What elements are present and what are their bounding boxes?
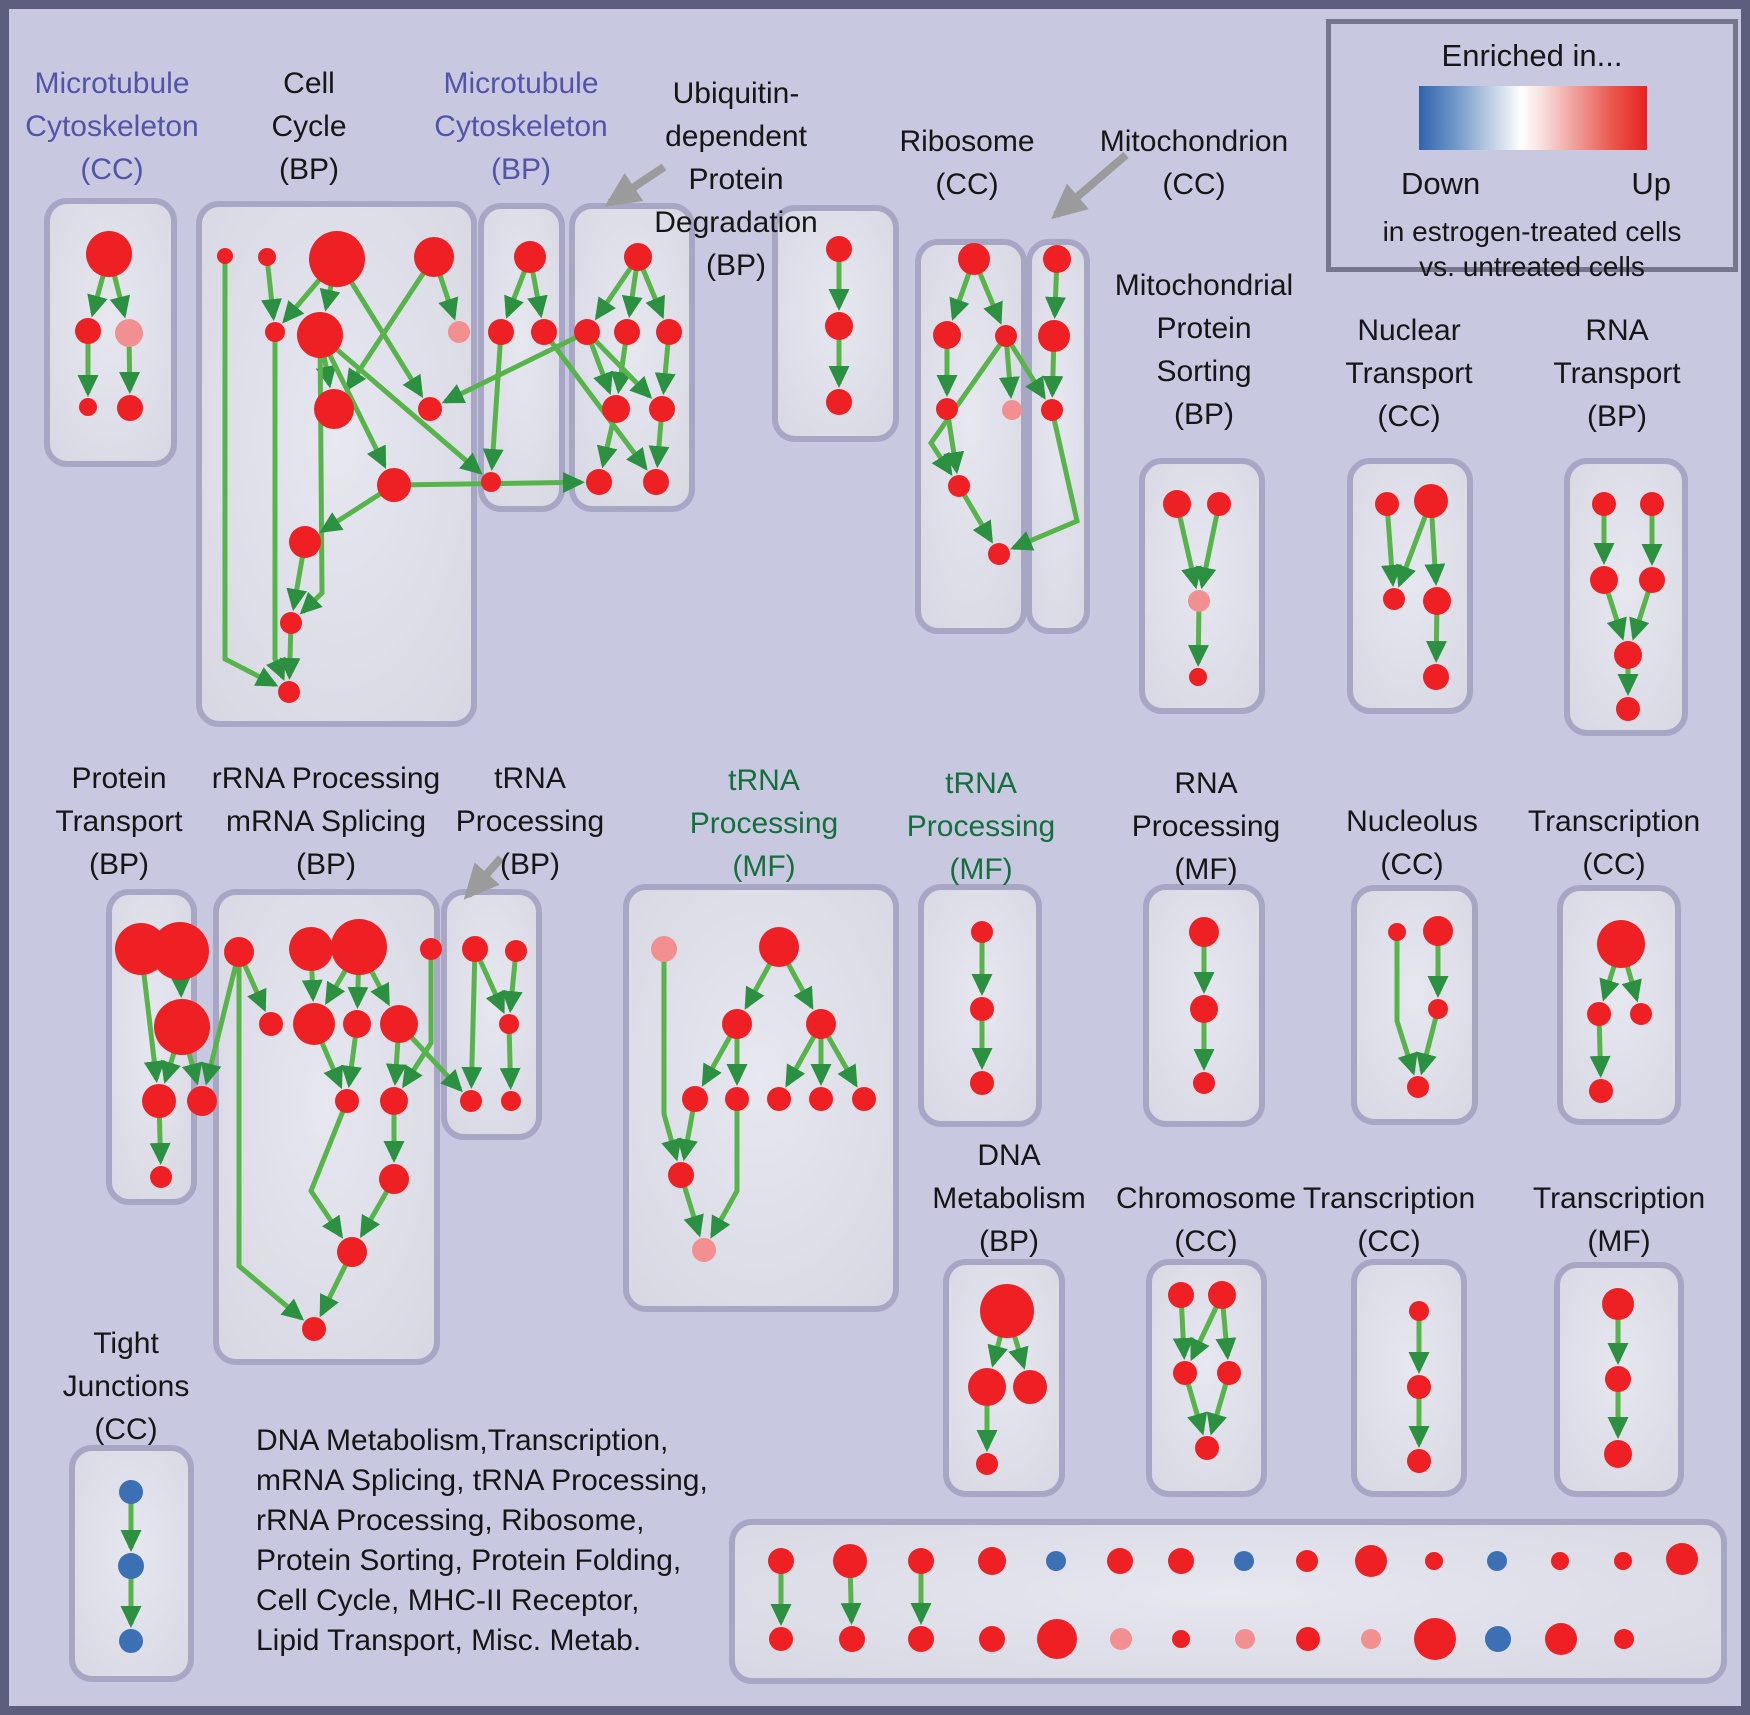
go-term-node-misc-strip (1361, 1629, 1381, 1649)
label-line: (BP) (1174, 398, 1234, 431)
go-term-node-ribosome-cc (988, 543, 1010, 565)
note-line: Protein Sorting, Protein Folding, (256, 1544, 682, 1577)
go-term-node-misc-strip (1666, 1543, 1698, 1575)
go-term-node-misc-strip (1614, 1629, 1634, 1649)
label-line: (CC) (1174, 1225, 1238, 1258)
go-term-node-misc-strip (1172, 1630, 1190, 1648)
label-line: (BP) (706, 249, 766, 282)
go-term-node-trna-processing-bp (462, 936, 488, 962)
go-term-node-cell-cycle-bp (265, 322, 285, 342)
go-term-node-cell-cycle-bp (297, 312, 343, 358)
go-term-node-nuclear-transport-cc (1414, 484, 1448, 518)
go-term-node-cell-cycle-bp (314, 389, 354, 429)
go-term-node-cell-cycle-bp (309, 231, 365, 287)
go-term-node-rrna-processing-mrna-splicing-bp (380, 1005, 418, 1043)
go-term-node-microtubule-cytoskeleton-bp (531, 319, 557, 345)
go-term-node-ubiquitin-network (649, 396, 675, 422)
go-term-node-microtubule-cytoskeleton-cc (75, 318, 101, 344)
go-term-node-nuclear-transport-cc (1423, 587, 1451, 615)
go-term-node-misc-strip (978, 1547, 1006, 1575)
go-term-node-cell-cycle-bp (414, 237, 454, 277)
go-term-node-trna-processing-mf-small (970, 1071, 994, 1095)
go-term-node-microtubule-cytoskeleton-bp (481, 472, 501, 492)
go-term-node-protein-transport-bp (187, 1086, 217, 1116)
label-line: Processing (689, 807, 839, 840)
go-term-node-rrna-processing-mrna-splicing-bp (337, 1237, 367, 1267)
go-term-node-microtubule-cytoskeleton-cc (86, 231, 132, 277)
go-term-node-ubiquitin-network (656, 319, 682, 345)
note-line: Lipid Transport, Misc. Metab. (256, 1624, 642, 1657)
label-line: rRNA Processing (211, 762, 441, 795)
note-line: DNA Metabolism,Transcription, (256, 1424, 669, 1457)
label-line: Cytoskeleton (434, 110, 608, 143)
label-line: Junctions (62, 1370, 190, 1403)
go-term-node-dna-metabolism-bp (980, 1284, 1034, 1338)
label-line: dependent (665, 120, 807, 153)
label-line: Mitochondrial (1114, 269, 1294, 302)
go-term-node-cell-cycle-bp (217, 248, 233, 264)
go-term-node-ribosome-cc (995, 325, 1017, 347)
go-term-node-transcription-cc-upper (1589, 1079, 1613, 1103)
label-line: Processing (455, 805, 605, 838)
go-term-node-misc-strip (1110, 1628, 1132, 1650)
go-term-node-ribosome-cc (1002, 400, 1022, 420)
label-pointer-arrow (610, 167, 664, 203)
label-line: Protein (71, 762, 167, 795)
go-term-node-trna-processing-bp (505, 940, 527, 962)
go-term-node-rrna-processing-mrna-splicing-bp (331, 919, 387, 975)
go-term-node-misc-strip (1107, 1548, 1133, 1574)
go-term-node-trna-processing-mf-large (722, 1009, 752, 1039)
go-term-node-rna-processing-mf (1193, 1072, 1215, 1094)
legend-down-label: Down (1401, 166, 1481, 201)
label-line: (CC) (1162, 168, 1226, 201)
go-term-node-nucleolus-cc (1423, 916, 1453, 946)
go-term-node-rna-processing-mf (1190, 995, 1218, 1023)
label-line: Chromosome (1115, 1182, 1297, 1215)
go-term-node-microtubule-cytoskeleton-bp (488, 319, 514, 345)
label-line: Transcription (1527, 805, 1701, 838)
go-term-node-rna-transport-bp (1590, 566, 1618, 594)
label-line: (MF) (732, 850, 796, 883)
go-term-node-misc-strip (1551, 1552, 1569, 1570)
go-term-node-rrna-processing-mrna-splicing-bp (293, 1003, 335, 1045)
go-term-node-misc-strip (979, 1626, 1005, 1652)
misc-categories-note (256, 1421, 708, 1661)
go-term-node-cell-cycle-bp (278, 681, 300, 703)
label-line: tRNA (945, 767, 1017, 800)
label-line: Processing (906, 810, 1056, 843)
go-term-node-cell-cycle-bp (289, 526, 321, 558)
go-term-node-rrna-processing-mrna-splicing-bp (289, 927, 333, 971)
go-term-node-rna-processing-mf (1189, 917, 1219, 947)
go-term-node-misc-strip (1037, 1619, 1077, 1659)
go-term-node-tight-junctions-cc (119, 1480, 143, 1504)
go-term-node-misc-strip (1168, 1548, 1194, 1574)
label-line: (BP) (500, 848, 560, 881)
go-term-node-ribosome-cc (958, 243, 990, 275)
label-line: Nucleolus (1346, 805, 1478, 838)
label-line: mRNA Splicing (225, 805, 427, 838)
go-term-node-ribosome-cc (948, 475, 970, 497)
go-term-node-rrna-processing-mrna-splicing-bp (302, 1317, 326, 1341)
go-term-node-microtubule-cytoskeleton-cc (79, 398, 97, 416)
go-term-node-transcription-cc-lower (1407, 1375, 1431, 1399)
go-term-node-cell-cycle-bp (418, 397, 442, 421)
go-term-node-chromosome-cc (1173, 1361, 1197, 1385)
go-term-node-trna-processing-mf-large (651, 936, 677, 962)
go-term-node-misc-strip (1296, 1627, 1320, 1651)
go-term-node-ubiquitin-network (602, 395, 630, 423)
go-term-node-rna-transport-bp (1616, 697, 1640, 721)
go-term-node-trna-processing-mf-small (970, 997, 994, 1021)
label-line: tRNA (494, 762, 566, 795)
go-term-node-nuclear-transport-cc (1375, 492, 1399, 516)
legend-caption-line1: in estrogen-treated cells (1382, 216, 1682, 247)
go-term-node-misc-strip (1296, 1550, 1318, 1572)
go-term-node-transcription-cc-upper (1597, 920, 1645, 968)
go-term-node-ribosome-cc (933, 321, 961, 349)
group-box-nuclear-transport-cc (1350, 461, 1470, 711)
label-line: (CC) (80, 153, 144, 186)
go-term-node-misc-strip (1355, 1545, 1387, 1577)
go-term-node-microtubule-cytoskeleton-bp (514, 241, 546, 273)
go-term-node-chromosome-cc (1217, 1361, 1241, 1385)
go-term-node-rna-transport-bp (1639, 567, 1665, 593)
go-term-node-chromosome-cc (1168, 1282, 1194, 1308)
legend-title: Enriched in... (1441, 38, 1623, 73)
go-term-node-transcription-mf (1605, 1366, 1631, 1392)
label-line: Degradation (654, 206, 818, 239)
go-term-node-mitochondrion-cc (1043, 245, 1071, 273)
go-term-node-chromosome-cc (1208, 1281, 1236, 1309)
label-line: (CC) (94, 1413, 158, 1446)
go-term-node-trna-processing-mf-large (852, 1087, 876, 1111)
go-term-node-rrna-processing-mrna-splicing-bp (343, 1010, 371, 1038)
go-term-node-rrna-processing-mrna-splicing-bp (335, 1089, 359, 1113)
label-line: (MF) (1174, 853, 1238, 886)
label-line: tRNA (728, 764, 800, 797)
go-term-node-cell-cycle-bp (448, 321, 470, 343)
go-term-node-tight-junctions-cc (118, 1553, 144, 1579)
go-term-node-trna-processing-mf-small (971, 921, 993, 943)
go-term-node-trna-processing-bp (460, 1090, 482, 1112)
label-line: Cycle (271, 110, 347, 143)
go-term-node-nucleolus-cc (1388, 923, 1406, 941)
go-term-node-trna-processing-mf-large (682, 1086, 708, 1112)
go-term-node-mitochondrial-protein-sorting-bp (1188, 590, 1210, 612)
label-line: Microtubule (443, 67, 599, 100)
go-term-node-trna-processing-mf-large (809, 1087, 833, 1111)
go-term-node-misc-strip (1485, 1626, 1511, 1652)
label-line: Transport (1345, 357, 1473, 390)
go-term-node-ribosome-cc (936, 398, 958, 420)
go-term-node-trna-processing-mf-large (806, 1009, 836, 1039)
go-term-node-misc-strip (908, 1548, 934, 1574)
label-line: Microtubule (34, 67, 190, 100)
go-term-node-trna-processing-mf-large (759, 927, 799, 967)
go-term-node-mitochondrial-protein-sorting-bp (1163, 490, 1191, 518)
go-term-node-misc-strip (1545, 1623, 1577, 1655)
go-term-node-ubiquitin-chain (826, 236, 852, 262)
go-term-node-misc-strip (769, 1627, 793, 1651)
label-line: Protein (1156, 312, 1252, 345)
label-line: Ribosome (899, 125, 1035, 158)
go-term-node-trna-processing-mf-large (692, 1238, 716, 1262)
label-line: Nuclear (1357, 314, 1461, 347)
note-line: Cell Cycle, MHC-II Receptor, (256, 1584, 640, 1617)
legend (1326, 19, 1738, 282)
legend-up-label: Up (1631, 166, 1671, 201)
go-term-node-trna-processing-bp (501, 1091, 521, 1111)
go-term-node-transcription-mf (1604, 1440, 1632, 1468)
label-line: (MF) (1587, 1225, 1651, 1258)
go-term-node-microtubule-cytoskeleton-cc (117, 395, 143, 421)
label-line: Transcription (1532, 1182, 1706, 1215)
label-line: Transport (55, 805, 183, 838)
go-term-node-misc-strip (1046, 1551, 1066, 1571)
label-line: Protein (688, 163, 784, 196)
go-term-node-misc-strip (1614, 1552, 1632, 1570)
go-term-node-trna-processing-mf-large (725, 1087, 749, 1111)
label-line: (CC) (935, 168, 999, 201)
go-term-node-ubiquitin-chain (825, 312, 853, 340)
label-line: (CC) (1380, 848, 1444, 881)
go-term-node-cell-cycle-bp (377, 468, 411, 502)
label-line: RNA (1174, 767, 1238, 800)
go-term-node-rrna-processing-mrna-splicing-bp (379, 1164, 409, 1194)
go-term-node-tight-junctions-cc (119, 1629, 143, 1653)
go-term-node-protein-transport-bp (142, 1084, 176, 1118)
note-line: rRNA Processing, Ribosome, (256, 1504, 645, 1537)
label-line: (BP) (296, 848, 356, 881)
go-term-node-trna-processing-bp (499, 1014, 519, 1034)
label-line: Metabolism (932, 1182, 1086, 1215)
go-term-node-transcription-cc-upper (1587, 1002, 1611, 1026)
go-term-node-misc-strip (839, 1626, 865, 1652)
label-line: RNA (1585, 314, 1649, 347)
go-term-node-misc-strip (833, 1544, 867, 1578)
go-term-node-misc-strip (1487, 1551, 1507, 1571)
go-term-node-nucleolus-cc (1428, 999, 1448, 1019)
label-line: Sorting (1156, 355, 1252, 388)
go-term-node-misc-strip (908, 1626, 934, 1652)
go-term-node-dna-metabolism-bp (1013, 1370, 1047, 1404)
go-term-node-mitochondrial-protein-sorting-bp (1189, 668, 1207, 686)
label-line: (BP) (979, 1225, 1039, 1258)
go-term-node-microtubule-cytoskeleton-cc (115, 319, 143, 347)
go-term-node-misc-strip (1425, 1552, 1443, 1570)
go-term-node-cell-cycle-bp (258, 248, 276, 266)
go-term-node-dna-metabolism-bp (976, 1453, 998, 1475)
label-line: (CC) (1582, 848, 1646, 881)
note-line: mRNA Splicing, tRNA Processing, (256, 1464, 708, 1497)
go-term-node-misc-strip (1414, 1618, 1456, 1660)
go-term-node-protein-transport-bp (154, 999, 210, 1055)
go-term-node-rrna-processing-mrna-splicing-bp (224, 937, 254, 967)
go-term-node-rna-transport-bp (1614, 641, 1642, 669)
label-line: Tight (93, 1327, 159, 1360)
label-line: Ubiquitin- (672, 77, 800, 110)
go-term-node-rna-transport-bp (1592, 492, 1616, 516)
go-term-node-transcription-cc-upper (1630, 1003, 1652, 1025)
label-line: (BP) (89, 848, 149, 881)
legend-caption-line2: vs. untreated cells (1419, 251, 1645, 282)
go-term-node-ubiquitin-network (643, 469, 669, 495)
label-line: (CC) (1377, 400, 1441, 433)
go-term-node-transcription-cc-lower (1409, 1301, 1429, 1321)
go-term-node-ubiquitin-network (574, 319, 600, 345)
label-line: Cytoskeleton (25, 110, 199, 143)
group-box-rna-transport-bp (1567, 461, 1685, 733)
label-line: (BP) (491, 153, 551, 186)
go-term-node-trna-processing-mf-large (668, 1162, 694, 1188)
label-line: (BP) (279, 153, 339, 186)
go-term-node-mitochondrion-cc (1041, 399, 1063, 421)
go-term-node-mitochondrial-protein-sorting-bp (1207, 492, 1231, 516)
go-term-node-misc-strip (768, 1548, 794, 1574)
label-line: Transport (1553, 357, 1681, 390)
go-term-node-protein-transport-bp (151, 922, 209, 980)
go-term-node-rrna-processing-mrna-splicing-bp (420, 938, 442, 960)
label-line: Cell (283, 67, 335, 100)
go-term-node-trna-processing-mf-large (767, 1087, 791, 1111)
label-line: (MF) (949, 853, 1013, 886)
go-term-node-cell-cycle-bp (280, 612, 302, 634)
label-pointer-arrow (1056, 155, 1126, 215)
go-term-node-protein-transport-bp (150, 1166, 172, 1188)
go-term-node-rrna-processing-mrna-splicing-bp (380, 1087, 408, 1115)
go-term-node-transcription-cc-lower (1407, 1449, 1431, 1473)
group-box-trna-processing-bp (444, 892, 539, 1137)
go-term-node-nuclear-transport-cc (1423, 664, 1449, 690)
go-term-node-ubiquitin-chain (826, 389, 852, 415)
go-term-node-mitochondrion-cc (1038, 320, 1070, 352)
go-term-node-rna-transport-bp (1640, 492, 1664, 516)
go-term-node-ubiquitin-network (624, 243, 652, 271)
go-term-node-ubiquitin-network (614, 319, 640, 345)
group-box-misc-strip (732, 1522, 1724, 1681)
label-line: DNA (977, 1139, 1041, 1172)
go-term-node-dna-metabolism-bp (968, 1368, 1006, 1406)
go-term-node-transcription-mf (1602, 1288, 1634, 1320)
label-line: Processing (1131, 810, 1281, 843)
label-line: Mitochondrion (1099, 125, 1289, 158)
go-term-node-nuclear-transport-cc (1383, 588, 1405, 610)
label-line: Transcription (1302, 1182, 1476, 1215)
go-term-node-misc-strip (1234, 1551, 1254, 1571)
go-term-node-rrna-processing-mrna-splicing-bp (259, 1012, 283, 1036)
legend-gradient-bar (1419, 86, 1647, 150)
label-line: (CC) (1357, 1225, 1421, 1258)
label-line: (BP) (1587, 400, 1647, 433)
go-term-node-nucleolus-cc (1407, 1076, 1429, 1098)
legend-axis-labels (1401, 166, 1671, 202)
go-term-node-chromosome-cc (1195, 1436, 1219, 1460)
go-term-node-ubiquitin-network (586, 469, 612, 495)
go-term-node-misc-strip (1235, 1629, 1255, 1649)
